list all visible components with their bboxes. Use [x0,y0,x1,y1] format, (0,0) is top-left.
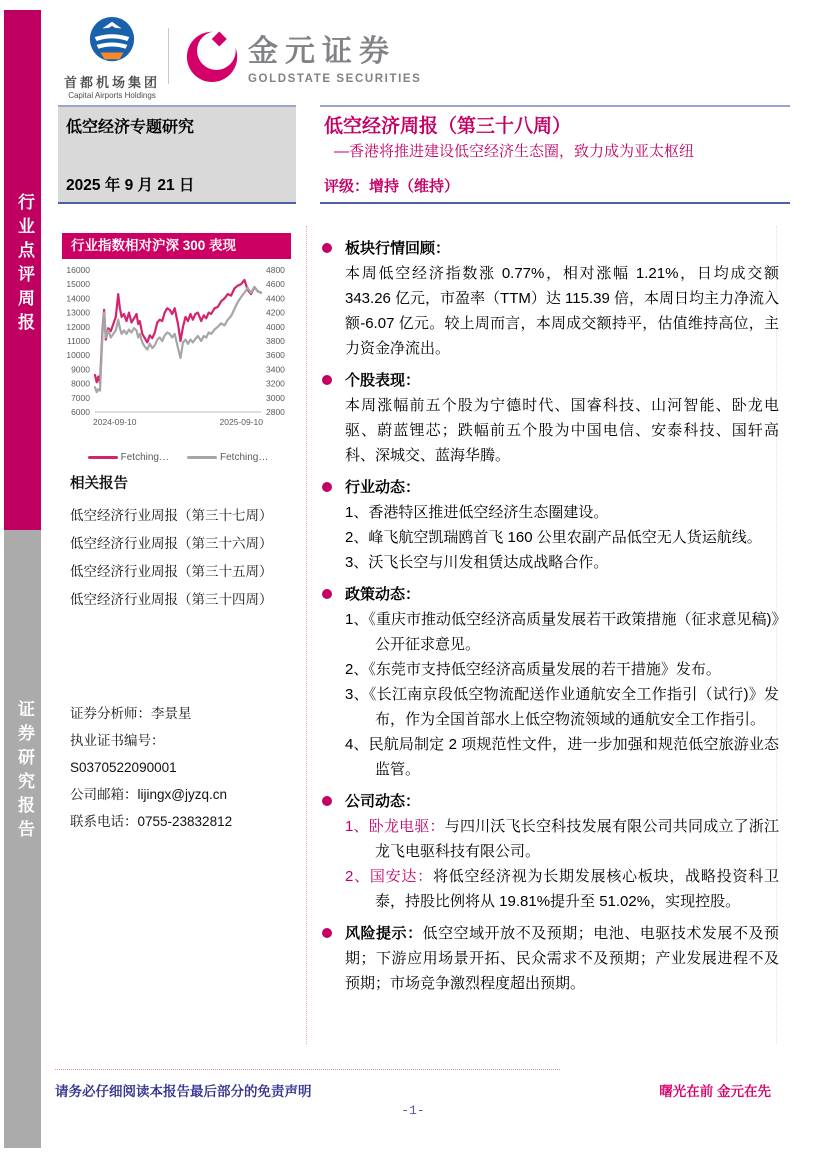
axis-tick-label: 3800 [266,336,285,346]
report-section [322,921,784,996]
chart-title: 行业指数相对沪深 300 表现 [62,233,291,259]
sidebar-label-weekly: 行业点评周报 [15,193,34,337]
section-paragraph: 2、峰飞航空凯瑞鸥首飞 160 公里农副产品低空无人货运航线。 [345,529,762,546]
analyst-info-line: 证券分析师：李景星 [70,706,192,721]
legend-item [187,452,268,463]
series-title: 低空经济专题研究 [66,119,195,136]
section-paragraph: 本周涨幅前五个股为宁德时代、国睿科技、山河智能、卧龙电驱、蔚蓝锂芯；跌幅前五个股为中国电信、安泰科技、国轩高科、深城交、蓝海华腾。 [345,397,779,464]
analyst-info-line: 联系电话：0755-23832812 [70,814,233,829]
related-report-item[interactable]: 低空经济行业周报（第三十四周） [70,592,273,607]
report-title-box [320,105,790,204]
report-section [322,789,784,914]
index-performance-chart [58,262,298,450]
chart-legend [58,452,298,463]
section-heading: 政策动态： [345,586,421,603]
section-heading: 风险提示： [345,925,423,942]
section-paragraph: 1、《重庆市推动低空经济高质量发展若干政策措施（征求意见稿)》公开征求意见。 [345,611,779,653]
legend-item [88,452,169,463]
bullet-icon [322,796,332,806]
footer-slogan: 曙光在前 金元在先 [659,1084,771,1099]
legend-label: Fetching… [220,452,269,463]
bullet-icon [322,375,332,385]
legend-label: Fetching… [120,452,169,463]
page-number: -1- [401,1103,425,1118]
report-title: 低空经济周报（第三十八周） [324,116,572,137]
section-paragraph: 本周低空经济指数涨 0.77%，相对涨幅 1.21%，日均成交额 343.26 亿元，市盈率（TTM）达 115.39 倍，本周日均主力净流入额-6.07 亿元。较上周而言，本周成交额持平，估值维持高位，主力资金净流出。 [345,265,779,357]
company-name-highlight: 1、卧龙电驱： [345,818,445,835]
axis-tick-label: 3600 [266,350,285,361]
bullet-icon [322,482,332,492]
related-report-item[interactable]: 低空经济行业周报（第三十五周） [70,564,273,579]
capital-airports-name-cn: 首都机场集团 [63,75,160,90]
section-paragraph: 2、《东莞市支持低空经济高质量发展的若干措施》发布。 [345,661,721,678]
axis-tick-label: 4600 [266,279,285,290]
axis-tick-label: 12000 [66,321,90,332]
sections [322,236,784,1003]
axis-tick-label: 2024-09-10 [93,417,137,427]
header-divider [168,28,169,84]
capital-airports-logo-icon [83,53,141,70]
report-section [322,368,784,468]
axis-tick-label: 3200 [266,378,285,389]
axis-tick-label: 8000 [71,378,90,389]
bullet-icon [322,243,332,253]
report-date: 2025 年 9 月 21 日 [66,177,195,194]
bullet-icon [322,928,332,938]
section-paragraph: 2、国安达：将低空经济视为长期发展核心板块，战略投资科卫泰，持股比例将从 19.81%提升至 51.02%，实现控股。 [345,868,779,910]
section-paragraph: 3、《长江南京段低空物流配送作业通航安全工作指引（试行)》发布，作为全国首部水上低空物流领域的通航安全工作指引。 [345,686,779,728]
axis-tick-label: 4400 [266,293,285,304]
axis-tick-label: 6000 [71,407,90,417]
axis-tick-label: 2025-09-10 [219,417,263,427]
analyst-info-line: 公司邮箱：lijingx@jyzq.cn [70,787,227,802]
legend-line-icon [88,456,118,459]
axis-tick-label: 2800 [266,407,285,417]
section-paragraph: 1、卧龙电驱：与四川沃飞长空科技发展有限公司共同成立了浙江龙飞电驱科技有限公司。 [345,818,779,860]
analyst-info-line: 执业证书编号： [70,733,165,748]
axis-tick-label: 3400 [266,364,285,375]
footer-disclaimer: 请务必仔细阅读本报告最后部分的免责声明 [55,1084,312,1099]
report-section [322,475,784,575]
report-subtitle: —香港将推进建设低空经济生态圈，致力成为亚太枢纽 [334,143,695,160]
column-separator [306,226,307,1044]
capital-airports-logo [62,16,162,100]
report-section [322,236,784,361]
capital-airports-name-en: Capital Airports Holdings [68,91,156,100]
rating-label: 评级：增持（维持） [324,178,460,195]
axis-tick-label: 4000 [266,321,285,332]
goldstate-name-en: GOLDSTATE SECURITIES [248,73,422,85]
analyst-info-line: S0370522090001 [70,760,177,775]
legend-line-icon [187,456,217,459]
section-paragraph: 风险提示：低空空域开放不及预期；电池、电驱技术发展不及预期；下游应用场景开拓、民众需求不及预期；产业发展进程不及预期；市场竞争激烈程度超出预期。 [345,925,779,992]
section-heading: 行业动态： [345,479,421,496]
section-paragraph: 3、沃飞长空与川发租赁达成战略合作。 [345,554,609,571]
report-section [322,582,784,782]
axis-tick-label: 4200 [266,307,285,318]
section-paragraph: 1、香港特区推进低空经济生态圈建设。 [345,504,609,521]
axis-tick-label: 13000 [66,307,90,318]
axis-tick-label: 4800 [266,265,285,275]
section-heading: 板块行情回顾： [345,240,451,257]
axis-tick-label: 16000 [66,265,90,275]
axis-tick-label: 9000 [71,364,90,375]
related-report-item[interactable]: 低空经济行业周报（第三十六周） [70,536,273,551]
section-paragraph: 4、民航局制定 2 项规范性文件，进一步加强和规范低空旅游业态监管。 [345,736,779,778]
series-box [58,105,296,204]
goldstate-logo-icon [184,24,242,89]
axis-tick-label: 15000 [66,279,90,290]
axis-tick-label: 11000 [66,336,90,346]
sidebar-label-research: 证券研究报告 [15,700,34,844]
axis-tick-label: 3000 [266,392,285,403]
section-heading: 个股表现： [345,372,421,389]
axis-tick-label: 10000 [66,350,90,361]
section-heading: 公司动态： [345,793,421,810]
goldstate-name-cn: 金元证券 [248,35,396,68]
related-reports-title: 相关报告 [70,476,128,492]
company-name-highlight: 2、国安达： [345,868,433,885]
axis-tick-label: 14000 [66,293,90,304]
bullet-icon [322,589,332,599]
axis-tick-label: 7000 [71,392,90,403]
related-report-item[interactable]: 低空经济行业周报（第三十七周） [70,508,273,523]
related-reports-list [70,502,300,614]
analyst-block [70,700,300,835]
footer-dotted-line [55,1069,560,1070]
